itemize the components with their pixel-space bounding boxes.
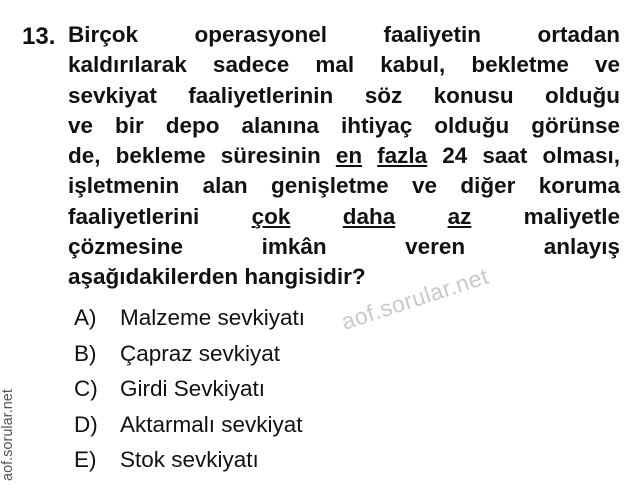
option-text: Stok sevkiyatı xyxy=(120,447,259,472)
option-text: Girdi Sevkiyatı xyxy=(120,376,266,401)
emphasis-word: daha xyxy=(342,203,396,229)
stem-text: 24 saat olması, xyxy=(427,143,620,169)
option-text: Aktarmalı sevkiyat xyxy=(120,411,303,437)
emphasis-word: en xyxy=(335,143,363,169)
option-letter: D) xyxy=(74,411,98,437)
stem-line: çözmesine imkân veren anlayış xyxy=(68,234,620,260)
stem-line: ve bir depo alanına ihtiyaç olduğu görünse xyxy=(68,112,620,138)
answer-options xyxy=(74,300,494,478)
stem-text xyxy=(362,143,377,168)
option-b[interactable] xyxy=(74,336,494,372)
emphasis-word: az xyxy=(447,203,472,229)
emphasis-word: fazla xyxy=(377,143,428,169)
question-stem xyxy=(68,20,620,293)
center-watermark: aof.sorular.net xyxy=(338,262,492,335)
stem-text xyxy=(290,204,342,229)
stem-line xyxy=(68,141,620,171)
option-e[interactable] xyxy=(74,442,494,478)
stem-line xyxy=(68,202,620,232)
emphasis-word: çok xyxy=(251,203,291,229)
stem-text: de, bekleme süresinin xyxy=(68,143,336,169)
option-c[interactable] xyxy=(74,371,494,407)
stem-line: aşağıdakilerden hangisidir? xyxy=(68,264,366,290)
stem-text xyxy=(395,204,447,229)
stem-line: Birçok operasyonel faaliyetin ortadan xyxy=(68,22,620,47)
option-d[interactable] xyxy=(74,407,494,443)
stem-line: işletmenin alan genişletme ve diğer koruma xyxy=(68,173,620,199)
stem-text: maliyetle xyxy=(471,203,620,229)
stem-line: kaldırılarak sadece mal kabul, bekletme ve xyxy=(68,52,620,78)
option-letter: E) xyxy=(74,447,97,472)
question-number: 13. xyxy=(22,23,56,50)
stem-line: sevkiyat faaliyetlerinin söz konusu olduğu xyxy=(68,82,620,108)
option-text: Çapraz sevkiyat xyxy=(120,340,281,366)
option-text: Malzeme sevkiyatı xyxy=(120,305,306,330)
option-letter: A) xyxy=(74,305,97,330)
side-watermark: aof.sorular.net xyxy=(0,389,16,481)
stem-text: faaliyetlerini xyxy=(68,203,252,229)
option-letter: B) xyxy=(74,340,97,366)
option-letter: C) xyxy=(74,376,98,401)
